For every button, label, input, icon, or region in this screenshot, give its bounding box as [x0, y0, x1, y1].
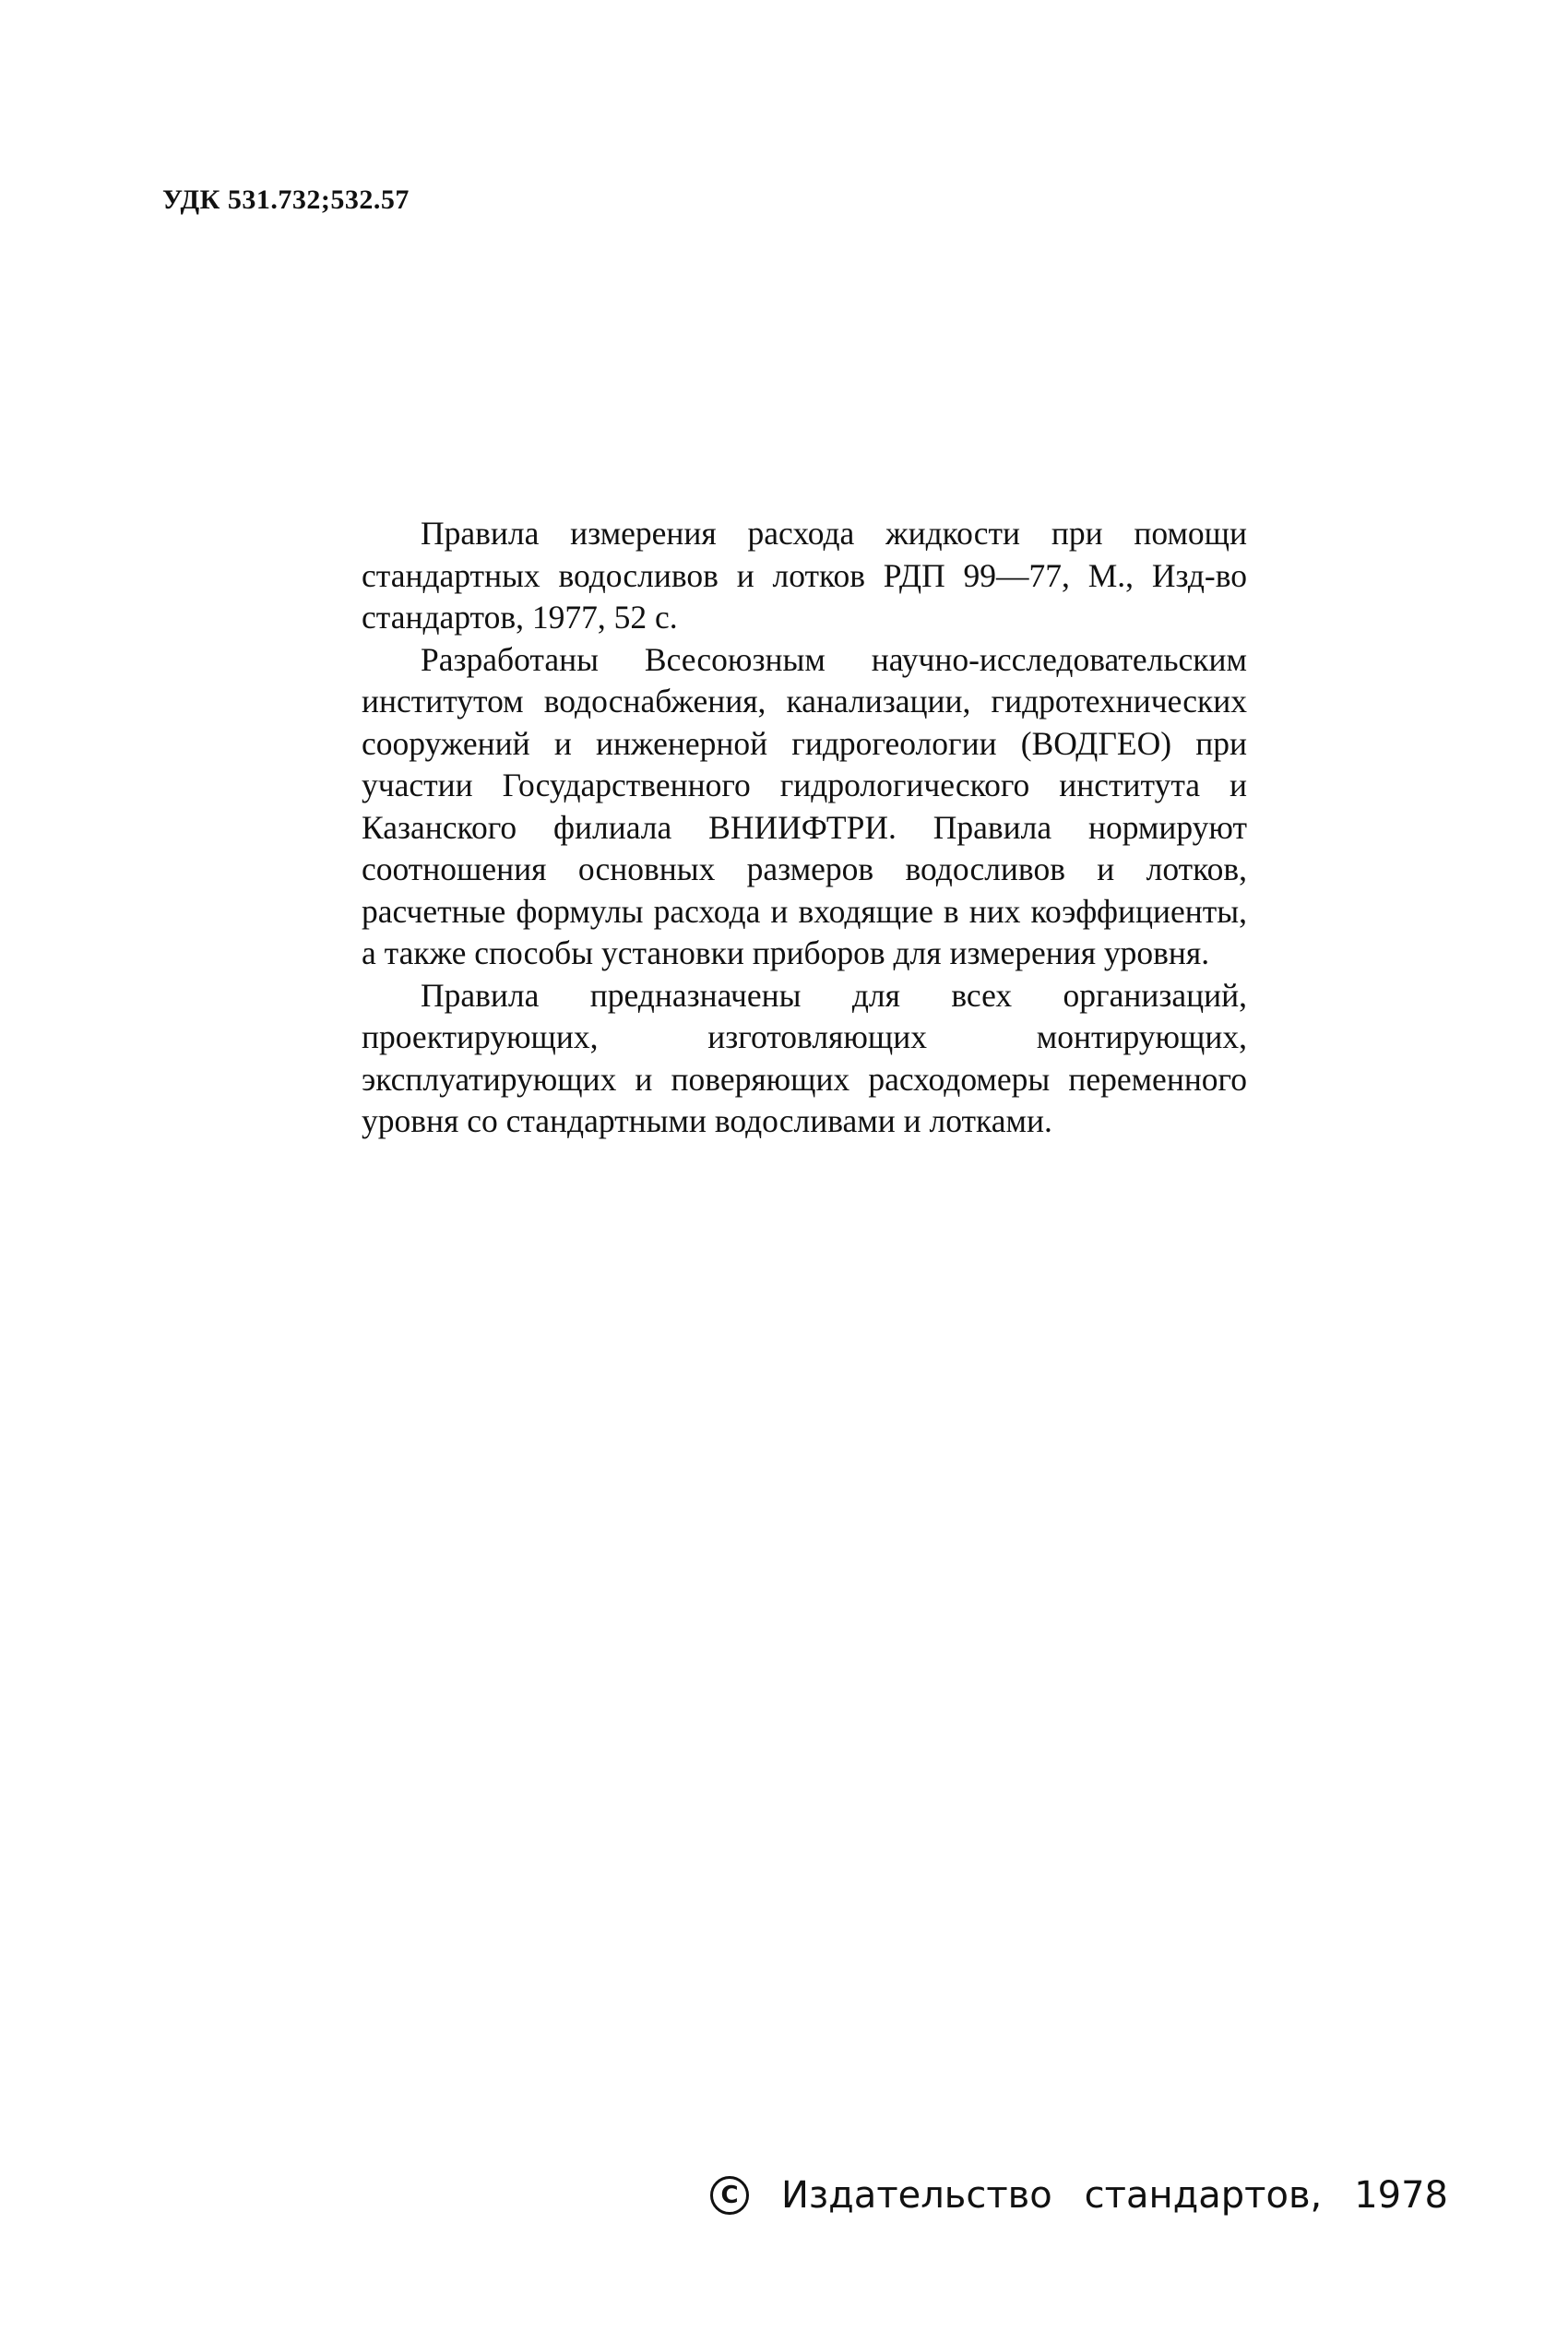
abstract-developers-paragraph: Разработаны Всесоюзным научно-исследовательским институтом водоснабжения, канализации, гидротехнических сооружений и инженерной гидрогеологии (ВОДГЕО) при участии Государственного гидрологического института и Казанского филиала ВНИИФТРИ. Правила нормируют соотношения основных размеров водосливов и лотков, расчетные формулы расхода и входящие в них коэффициенты, а также способы установки приборов для измерения уровня. — [362, 640, 1247, 971]
copyright-publisher: Издательство — [780, 2174, 1052, 2217]
abstract-citation-paragraph: Правила измерения расхода жидкости при помощи стандартных водосливов и лотков РДП 99—77, М., Изд-во стандартов, 1977, 52 с. — [362, 515, 1247, 636]
bibliographic-abstract — [362, 513, 1247, 1143]
copyright-publisher-2: стандартов, — [1084, 2174, 1323, 2217]
udk-code: УДК 531.732;532.57 — [162, 184, 410, 215]
copyright-line — [710, 2172, 1448, 2218]
copyright-year: 1978 — [1354, 2174, 1448, 2217]
copyright-icon: C — [710, 2176, 749, 2215]
abstract-purpose-paragraph: Правила предназначены для всех организаций, проектирующих, изготовляющих монтирующих, эксплуатирующих и поверяющих расходомеры переменного уровня со стандартными водосливами и лотками. — [362, 976, 1247, 1139]
